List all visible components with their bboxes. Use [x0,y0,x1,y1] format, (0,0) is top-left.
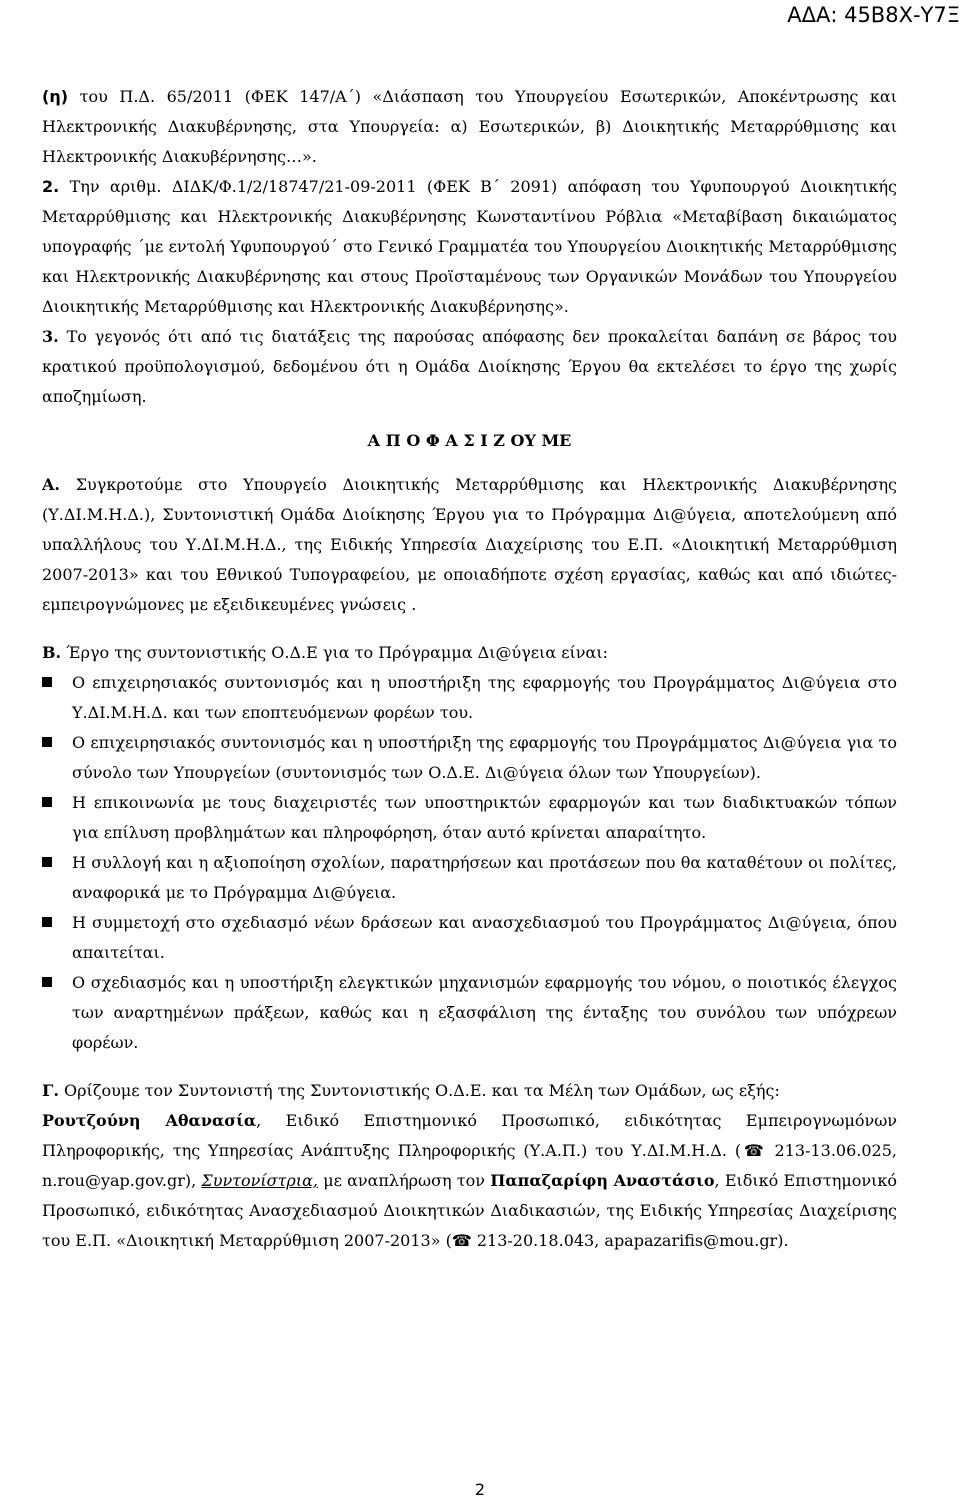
section-c-label: Γ. [42,1081,59,1100]
section-a [42,470,897,620]
section-c-intro [42,1076,897,1106]
member1-role: Συντονίστρια, [201,1171,318,1190]
document-body [42,82,897,1256]
member2-name: Παπαζαρίφη Αναστάσιο [490,1171,715,1190]
section-b-list [42,668,897,1058]
paragraph-3 [42,322,897,412]
section-b-label: Β. [42,643,62,662]
section-c-intro-text: Ορίζουμε τον Συντονιστή της Συντονιστικής Ο.Δ.Ε. και τα Μέλη των Ομάδων, ως εξής: [58,1081,780,1100]
section-b-intro [42,638,897,668]
section-c-members: Ρουτζούνη Αθανασία, Ειδικό Επιστημονικό Προσωπικό, ειδικότητας Εμπειρογνωμόνων Πληροφορικής, της Υπηρεσίας Ανάπτυξης Πληροφορικής (Υ.Α.Π.) του Υ.ΔΙ.Μ.Η.Δ. (☎ 213-13.06.025, n.rou@yap.gov.gr), Συντονίστρια, με αναπλήρωση τον Παπαζαρίφη Αναστάσιο, Ειδικό Επιστημονικό Προσωπικό, ειδικότητας Ανασχεδιασμού Διοικητικών Διαδικασιών, της Ειδικής Υπηρεσίας Διαχείρισης του Ε.Π. «Διοικητική Μεταρρύθμιση 2007-2013» (☎ 213-20.18.043, apapazarifis@mou.gr). [42,1111,898,1250]
list-item: Η επικοινωνία με τους διαχειριστές των υποστηρικτών εφαρμογών και των διαδικτυακών τόπων για επίλυση προβλημάτων και πληροφόρηση, όταν αυτό κρίνεται απαραίτητο. [42,788,897,848]
section-a-label: Α. [42,475,60,494]
paragraph-h [42,82,897,172]
paragraph-h-label: (η) [42,87,69,106]
list-item: Ο σχεδιασμός και η υποστήριξη ελεγκτικών μηχανισμών εφαρμογής του νόμου, ο ποιοτικός έλεγχος των αναρτημένων πράξεων, καθώς και η εξασφάλιση της ένταξης του συνόλου των υπόχρεων φορέων. [42,968,897,1058]
phone-icon: ☎ [451,1231,472,1250]
paragraph-2-text: Την αριθμ. ΔΙΔΚ/Φ.1/2/18747/21-09-2011 (ΦΕΚ Β΄ 2091) απόφαση του Υφυπουργού Διοικητικής Μεταρρύθμισης και Ηλεκτρονικής Διακυβέρνησης Κωνσταντίνου Ρόβλια «Μεταβίβαση δικαιώματος υπογραφής ΄με εντολή Υφυπουργού΄ στο Γενικό Γραμματέα του Υπουργείου Διοικητικής Μεταρρύθμισης και Ηλεκτρονικής Διακυβέρνησης και στους Προϊσταμένους των Οργανικών Μονάδων του Υπουργείου Διοικητικής Μεταρρύθμισης και Ηλεκτρονικής Διακυβέρνησης». [42,177,897,316]
page-number: 2 [474,1480,486,1499]
paragraph-3-label: 3. [42,327,59,346]
paragraph-2-label: 2. [42,177,60,196]
member1-name: Ρουτζούνη Αθανασία [42,1111,257,1130]
list-item: Η συλλογή και η αξιοποίηση σχολίων, παρατηρήσεων και προτάσεων που θα καταθέτουν οι πολίτες, αναφορικά με το Πρόγραμμα Δι@ύγεια. [42,848,897,908]
paragraph-h-text: του Π.Δ. 65/2011 (ΦΕΚ 147/Α΄) «Διάσπαση του Υπουργείου Εσωτερικών, Αποκέντρωσης και Ηλεκτρονικής Διακυβέρνησης, στα Υπουργεία: α) Εσωτερικών, β) Διοικητικής Μεταρρύθμισης και Ηλεκτρονικής Διακυβέρνησης…». [42,87,897,166]
square-bullet-icon [42,977,52,987]
section-a-text: Συγκροτούμε στο Υπουργείο Διοικητικής Μεταρρύθμισης και Ηλεκτρονικής Διακυβέρνησης (Υ.ΔΙ.Μ.Η.Δ.), Συντονιστική Ομάδα Διοίκησης Έργου για το Πρόγραμμα Δι@ύγεια, αποτελούμενη από υπαλλήλους του Υ.ΔΙ.Μ.Η.Δ., της Ειδικής Υπηρεσία Διαχείρισης του Ε.Π. «Διοικητική Μεταρρύθμιση 2007-2013» και του Εθνικού Τυπογραφείου, με οποιαδήποτε σχέση εργασίας, καθώς και από ιδιώτες-εμπειρογνώμονες με εξειδικευμένες γνώσεις . [42,475,897,614]
list-item: Ο επιχειρησιακός συντονισμός και η υποστήριξη της εφαρμογής του Προγράμματος Δι@ύγεια για το σύνολο των Υπουργείων (συντονισμός των Ο.Δ.Ε. Δι@ύγεια όλων των Υπουργείων). [42,728,897,788]
list-item: Η συμμετοχή στο σχεδιασμό νέων δράσεων και ανασχεδιασμού του Προγράμματος Δι@ύγεια, όπου απαιτείται. [42,908,897,968]
square-bullet-icon [42,797,52,807]
paragraph-3-text: Το γεγονός ότι από τις διατάξεις της παρούσας απόφασης δεν προκαλείται δαπάνη σε βάρος του κρατικού προϋπολογισμού, δεδομένου ότι η Ομάδα Διοίκησης Έργου θα εκτελέσει το έργο της χωρίς αποζημίωση. [42,327,897,406]
square-bullet-icon [42,917,52,927]
list-item: Ο επιχειρησιακός συντονισμός και η υποστήριξη της εφαρμογής του Προγράμματος Δι@ύγεια στο Υ.ΔΙ.Μ.Η.Δ. και των εποπτευόμενων φορέων του. [42,668,897,728]
phone-icon: ☎ [741,1141,767,1160]
ada-code: ΑΔΑ: 45Β8Χ-Υ7Ξ [787,3,960,27]
paragraph-2 [42,172,897,322]
square-bullet-icon [42,737,52,747]
section-b-intro-text: Έργο της συντονιστικής Ο.Δ.Ε για το Πρόγραμμα Δι@ύγεια είναι: [61,643,608,662]
square-bullet-icon [42,857,52,867]
square-bullet-icon [42,677,52,687]
decision-heading: Α Π Ο Φ Α Σ Ι Ζ ΟΥ ΜΕ [367,431,572,450]
